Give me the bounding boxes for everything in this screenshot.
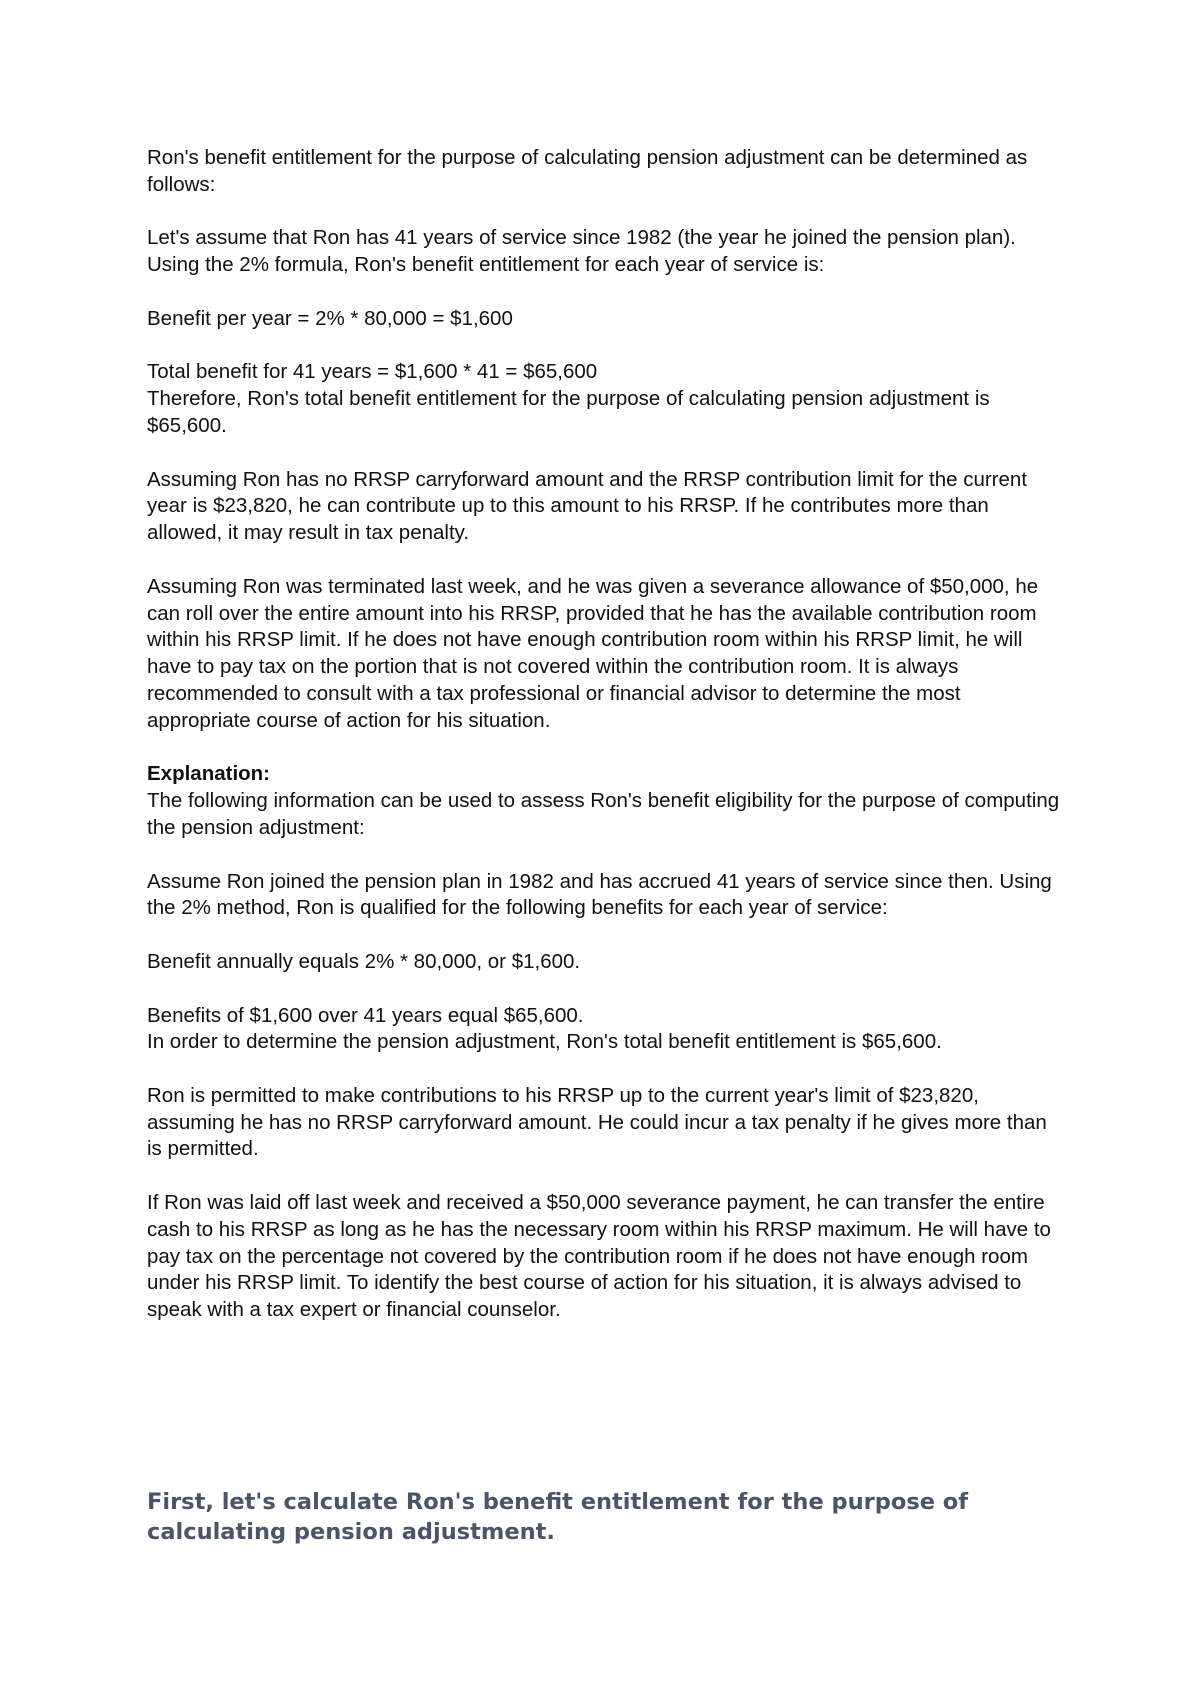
- explanation-intro: The following information can be used to assess Ron's benefit eligibility for the purpose of computing the pension adjustment:: [147, 789, 1060, 839]
- assumption-paragraph: Let's assume that Ron has 41 years of service since 1982 (the year he joined the pension plan). Using the 2% formula, Ron's benefit entitlement for each year of service is:: [147, 226, 1016, 277]
- explanation-severance-paragraph: If Ron was laid off last week and received a $50,000 severance payment, he can transfer the entire cash to his RRSP as long as he has the necessary room within his RRSP maximum. He will have to pay tax on the percentage not covered by the contribution room if he does not have enough room under his RRSP limit. To identify the best course of action for his situation, it is always advised to speak with a tax expert or financial counselor.: [147, 1191, 1051, 1322]
- explanation-label: Explanation:: [147, 762, 271, 786]
- rrsp-limit-paragraph: Assuming Ron has no RRSP carryforward amount and the RRSP contribution limit for the current year is $23,820, he can contribute up to this amount to his RRSP. If he contributes more than allowed, it may result in tax penalty.: [147, 467, 1028, 545]
- explanation-assumption: Assume Ron joined the pension plan in 1982 and has accrued 41 years of service since then. Using the 2% method, Ron is qualified for the following benefits for each year of service:: [147, 869, 1052, 920]
- explanation-block: [147, 761, 1067, 841]
- explanation-total-conclusion: In order to determine the pension adjustment, Ron's total benefit entitlement is $65,600.: [147, 1030, 942, 1054]
- total-benefit-conclusion: Therefore, Ron's total benefit entitlement for the purpose of calculating pension adjustment is $65,600.: [147, 387, 990, 437]
- explanation-total-formula: Benefits of $1,600 over 41 years equal $65,600.: [147, 1003, 584, 1027]
- severance-paragraph: Assuming Ron was terminated last week, and he was given a severance allowance of $50,000, he can roll over the entire amount into his RRSP, provided that he has the available contribution room within his RRSP limit. If he does not have enough contribution room within his RRSP limit, he will have to pay tax on the portion that is not covered within the contribution room. It is always recommended to consult with a tax professional or financial advisor to determine the most appropriate course of action for his situation.: [147, 574, 1039, 732]
- section-heading: First, let's calculate Ron's benefit entitlement for the purpose of calculating pension adjustment.: [147, 1489, 969, 1545]
- explanation-total-block: [147, 1003, 1067, 1057]
- explanation-rrsp-paragraph: Ron is permitted to make contributions to his RRSP up to the current year's limit of $23,820, assuming he has no RRSP carryforward amount. He could incur a tax penalty if he gives more than is permitted.: [147, 1083, 1047, 1161]
- intro-paragraph: Ron's benefit entitlement for the purpose of calculating pension adjustment can be determined as follows:: [147, 146, 1028, 196]
- benefit-per-year-formula: Benefit per year = 2% * 80,000 = $1,600: [147, 306, 513, 330]
- document-body: [147, 145, 1067, 1351]
- explanation-annual-benefit: Benefit annually equals 2% * 80,000, or $1,600.: [147, 949, 581, 973]
- total-benefit-block: [147, 359, 1067, 439]
- total-benefit-formula: Total benefit for 41 years = $1,600 * 41 = $65,600: [147, 360, 598, 384]
